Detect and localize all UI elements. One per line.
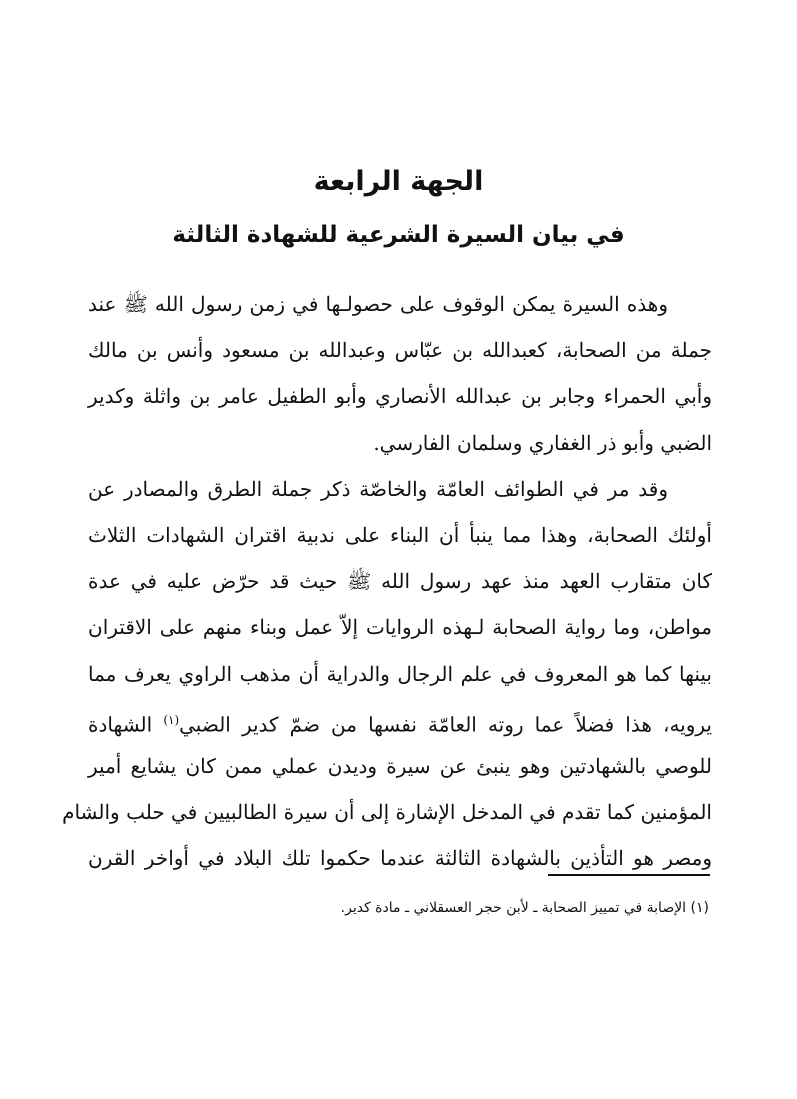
text-line: جملة من الصحابة، كعبدالله بن عبّاس وعبدالله بن مسعود وأنس بن مالك — [88, 338, 712, 363]
text-line: ومصر هو التأذين بالشهادة الثالثة عندما حكموا تلك البلاد في أواخر القرن — [88, 846, 712, 871]
text-line: بينها كما هو المعروف في علم الرجال والدراية أن مذهب الراوي يعرف مما — [88, 661, 712, 686]
text-line: مواطن، وما رواية الصحابة لـهذه الروايات إلاّ عمل وبناء منهم على الاقتران — [88, 615, 712, 640]
text-line: وهذه السيرة يمكن الوقوف على حصولـها في زمن رسول الله ﷺ عند — [88, 292, 668, 316]
section-title: الجهة الرابعة — [313, 166, 484, 197]
section-subtitle: في بيان السيرة الشرعية للشهادة الثالثة — [172, 222, 625, 248]
text-line: أولئك الصحابة، وهذا مما ينبأ أن البناء على ندبية اقتران الشهادات الثلاث — [88, 522, 712, 547]
text-line: المؤمنين كما تقدم في المدخل الإشارة إلى أن سيرة الطالبيين في حلب والشام — [62, 800, 712, 825]
footnote-reference[interactable]: (١) — [163, 712, 180, 727]
text-line: وقد مر في الطوائف العامّة والخاصّة ذكر جملة الطرق والمصادر عن — [88, 476, 668, 501]
text-segment: يرويه، هذا فضلاً عما روته العامّة نفسها من ضمّ كدير الضبي — [179, 712, 712, 737]
text-line: للوصي بالشهادتين وهو ينبئ عن سيرة وديدن عملي ممن كان يشايع أمير — [88, 753, 712, 778]
text-line: وأبي الحمراء وجابر بن عبدالله الأنصاري وأبو الطفيل عامر بن واثلة وكدير — [88, 384, 712, 409]
footnote-separator — [548, 874, 710, 876]
footnote: (١) الإصابة في تمييز الصحابة ـ لأبن حجر العسقلاني ـ مادة كدير. — [340, 900, 709, 916]
body-text — [62, 284, 712, 884]
text-line: كان متقارب العهد منذ عهد رسول الله ﷺ حيث قد حرّض عليه في عدة — [88, 569, 712, 594]
text-segment: الشهادة — [88, 712, 153, 737]
text-line: الضبي وأبو ذر الغفاري وسلمان الفارسي. — [373, 430, 712, 455]
text-line — [88, 700, 712, 746]
